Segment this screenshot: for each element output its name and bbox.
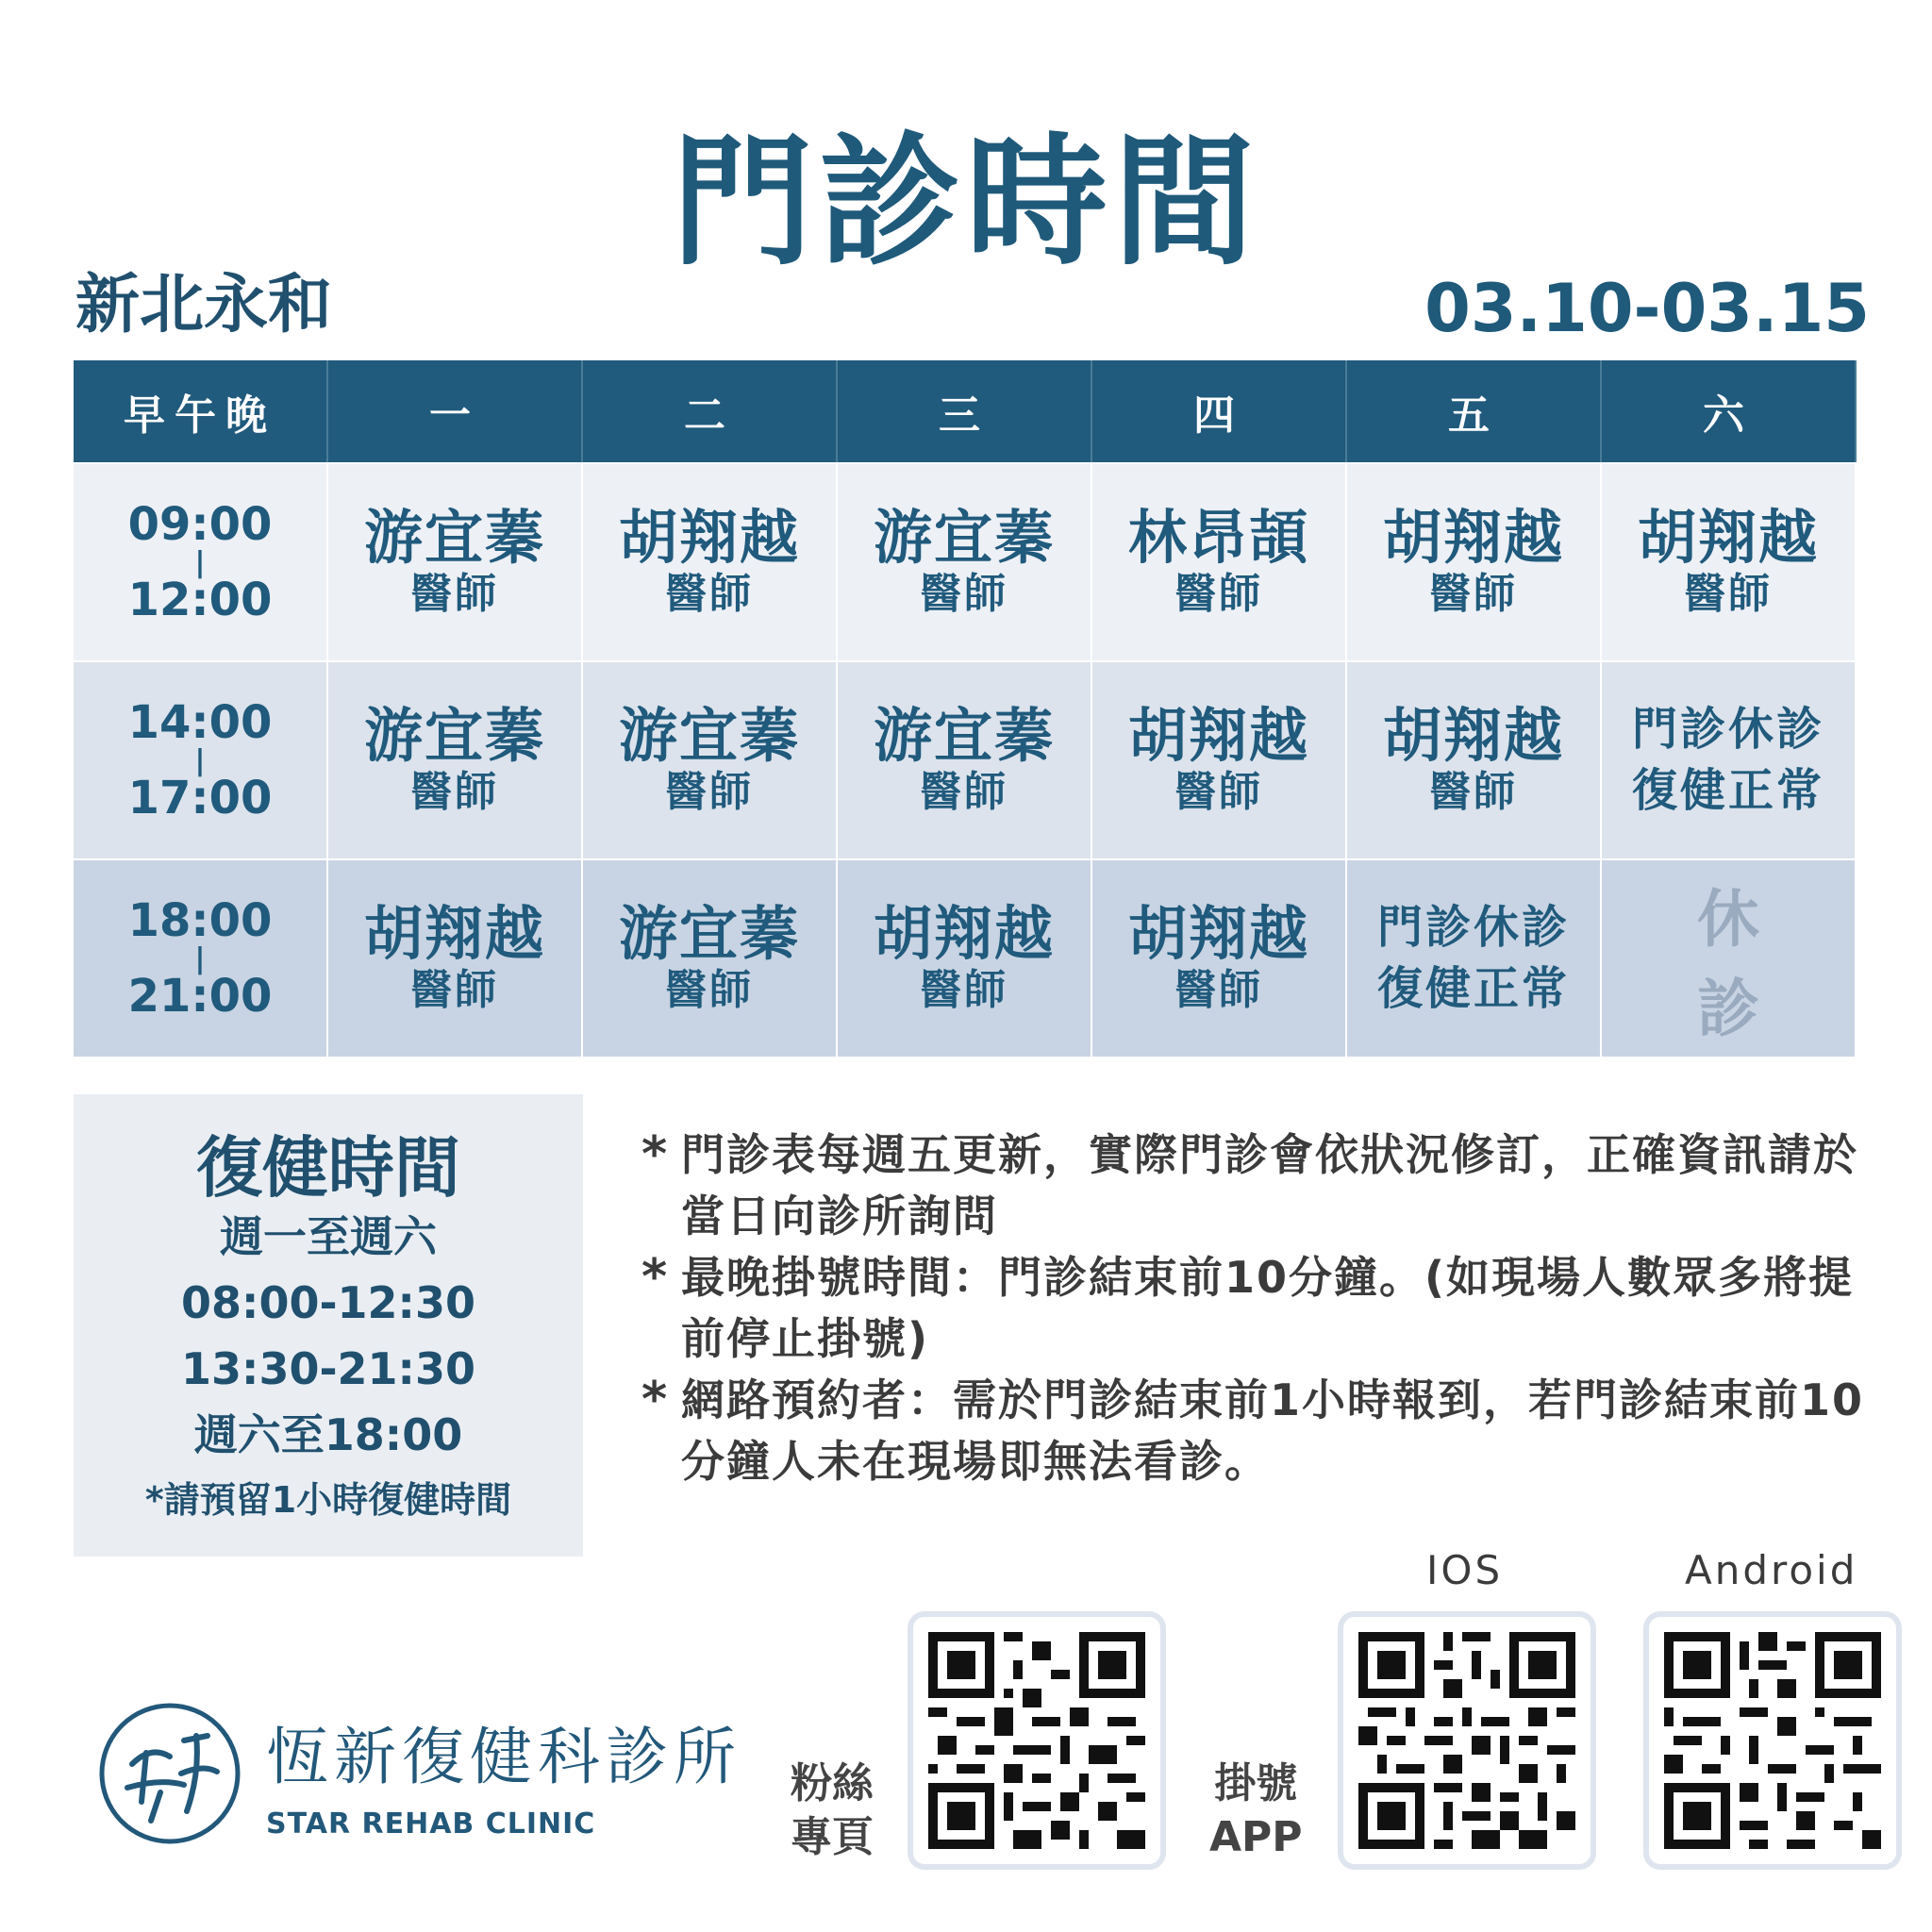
time-start: 09:00 [127, 497, 273, 551]
clinic-name: 恆新復健科診所 [266, 1721, 741, 1793]
schedule-cell [1092, 462, 1347, 660]
schedule-cell [1092, 858, 1347, 1057]
rehab-open-note: 復健正常 [1376, 962, 1570, 1015]
fan-page-label-line2: 專頁 [791, 1813, 874, 1862]
doctor-title: 醫師 [1429, 569, 1518, 618]
doctor-title: 醫師 [665, 569, 754, 618]
doctor-name: 游宜蓁 [618, 700, 800, 770]
date-range: 03.10-03.15 [1424, 270, 1870, 347]
doctor-title: 醫師 [1429, 767, 1518, 816]
time-slot-evening [74, 858, 328, 1057]
schedule-cell [838, 858, 1092, 1057]
schedule-cell [838, 462, 1092, 660]
time-slot-afternoon [74, 660, 328, 858]
doctor-name: 胡翔越 [1127, 700, 1309, 770]
header-monday: 一 [328, 360, 583, 462]
schedule-cell-notice [1347, 858, 1602, 1057]
schedule-cell [1602, 462, 1857, 660]
fan-page-label-line1: 粉絲 [791, 1759, 874, 1807]
registration-app-label-line2: APP [1209, 1813, 1303, 1862]
fan-page-label [791, 1757, 874, 1864]
header-wednesday: 三 [838, 360, 1092, 462]
doctor-title: 醫師 [920, 965, 1008, 1014]
doctor-title: 醫師 [410, 569, 499, 618]
time-end: 17:00 [127, 771, 273, 824]
doctor-title: 醫師 [920, 767, 1008, 816]
schedule-cell [583, 858, 838, 1057]
schedule-cell [583, 462, 838, 660]
schedule-cell [1347, 462, 1602, 660]
doctor-name: 游宜蓁 [618, 898, 800, 968]
doctor-name: 胡翔越 [1127, 898, 1309, 968]
android-app-qr-code[interactable] [1643, 1611, 1902, 1870]
ios-label: IOS [1426, 1547, 1504, 1593]
doctor-name: 胡翔越 [1382, 700, 1564, 770]
asterisk-icon: * [641, 1126, 670, 1183]
asterisk-icon: * [641, 1372, 670, 1428]
doctor-name: 游宜蓁 [363, 502, 545, 572]
closed-label: 休診 [1697, 883, 1807, 1045]
rehab-saturday-hours: 週六至18:00 [193, 1408, 463, 1460]
header-saturday: 六 [1602, 360, 1857, 462]
clinic-name-english: STAR REHAB CLINIC [266, 1807, 596, 1840]
time-separator: | [194, 545, 206, 579]
schedule-cell [583, 660, 838, 858]
doctor-name: 游宜蓁 [873, 502, 1055, 572]
header-thursday: 四 [1092, 360, 1347, 462]
rehab-morning-hours: 08:00-12:30 [181, 1276, 475, 1328]
header-friday: 五 [1347, 360, 1602, 462]
doctor-title: 醫師 [1174, 569, 1263, 618]
doctor-title: 醫師 [665, 767, 754, 816]
time-end: 21:00 [127, 969, 273, 1023]
qr-code-icon [1358, 1632, 1575, 1849]
header-tuesday: 二 [583, 360, 838, 462]
header-period: 早午晚 [74, 360, 328, 462]
registration-app-label-line1: 掛號 [1214, 1759, 1298, 1807]
clinic-closed-note: 門診休診 [1631, 703, 1824, 757]
schedule-cell-notice [1602, 660, 1857, 858]
doctor-name: 林昂頡 [1127, 502, 1309, 572]
schedule-cell [1347, 660, 1602, 858]
asterisk-icon: * [641, 1249, 670, 1306]
doctor-title: 醫師 [1684, 569, 1773, 618]
doctor-title: 醫師 [410, 965, 499, 1014]
doctor-name: 胡翔越 [873, 898, 1055, 968]
doctor-title: 醫師 [665, 965, 754, 1014]
registration-app-label [1209, 1757, 1303, 1864]
clinic-location: 新北永和 [75, 268, 333, 342]
time-start: 14:00 [127, 695, 273, 749]
qr-code-icon [928, 1632, 1145, 1849]
doctor-name: 胡翔越 [1382, 502, 1564, 572]
doctor-name: 游宜蓁 [873, 700, 1055, 770]
schedule-cell [838, 660, 1092, 858]
notes-list [641, 1124, 1868, 1492]
fan-page-qr-code[interactable] [908, 1611, 1166, 1870]
clinic-closed-note: 門診休診 [1376, 901, 1570, 955]
schedule-table [74, 360, 1857, 1060]
rehab-days: 週一至週六 [220, 1211, 437, 1262]
schedule-cell [328, 660, 583, 858]
rehab-open-note: 復健正常 [1631, 764, 1824, 817]
ios-app-qr-code[interactable] [1338, 1611, 1596, 1870]
doctor-name: 游宜蓁 [363, 700, 545, 770]
note-text: 門診表每週五更新，實際門診會依狀況修訂，正確資訊請於當日向診所詢問 [681, 1129, 1858, 1241]
time-end: 12:00 [127, 573, 273, 626]
schedule-cell-closed [1602, 858, 1857, 1057]
doctor-name: 胡翔越 [363, 898, 545, 968]
schedule-cell [328, 858, 583, 1057]
note-item [641, 1247, 1868, 1370]
time-slot-morning [74, 462, 328, 660]
doctor-name: 胡翔越 [1637, 502, 1819, 572]
schedule-cell [328, 462, 583, 660]
doctor-name: 胡翔越 [618, 502, 800, 572]
rehab-afternoon-hours: 13:30-21:30 [181, 1342, 475, 1394]
schedule-cell [1092, 660, 1347, 858]
doctor-title: 醫師 [1174, 965, 1263, 1014]
note-item [641, 1370, 1868, 1492]
android-label: Android [1685, 1547, 1858, 1593]
page-title: 門診時間 [671, 121, 1260, 285]
note-text: 最晚掛號時間：門診結束前10分鐘。(如現場人數眾多將提前停止掛號) [681, 1252, 1855, 1364]
time-separator: | [194, 743, 206, 777]
clinic-logo-icon [94, 1698, 245, 1849]
rehab-hours-box [74, 1094, 583, 1557]
note-item [641, 1124, 1868, 1247]
time-separator: | [194, 941, 206, 975]
doctor-title: 醫師 [410, 767, 499, 816]
time-start: 18:00 [127, 893, 273, 947]
note-text: 網路預約者：需於門診結束前1小時報到，若門診結束前10分鐘人未在現場即無法看診。 [681, 1374, 1865, 1487]
qr-code-icon [1664, 1632, 1881, 1849]
doctor-title: 醫師 [1174, 767, 1263, 816]
rehab-note: *請預留1小時復健時間 [144, 1478, 512, 1521]
rehab-title: 復健時間 [196, 1129, 460, 1207]
doctor-title: 醫師 [920, 569, 1008, 618]
